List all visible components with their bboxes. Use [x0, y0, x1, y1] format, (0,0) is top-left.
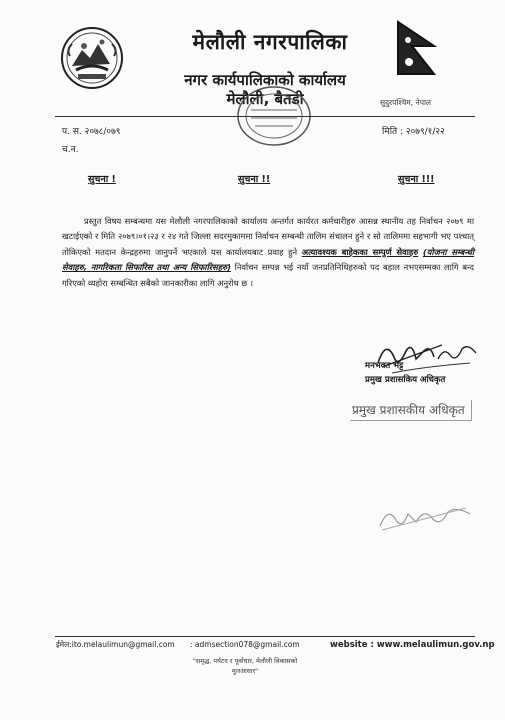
- notice-heading-3: सुचना !!!: [398, 174, 435, 185]
- footer-divider: [55, 636, 475, 637]
- signatory-title: प्रमुख प्रशासकिय अधिकृत: [365, 375, 446, 385]
- notice-heading-1: सुचना !: [88, 174, 116, 185]
- dispatch-number: च.न.: [62, 145, 79, 155]
- footer-email-1[interactable]: ईमेल:ito.melaulimun@gmail.com: [56, 640, 175, 649]
- office-name: नगर कार्यपालिकाको कार्यालय: [184, 71, 346, 89]
- letter-date: मिति : २०७९/१/२२: [382, 127, 445, 137]
- nepal-emblem-icon: [60, 26, 124, 90]
- footer-slogan: "समृद्ध, पर्यटन र पूर्वाधार, मेलौली विकासको मुलआधार": [192, 657, 298, 675]
- body-italic-underlined-text: (योजना सम्बन्धी सेवाहरु, नागरिकता सिफारिस तथा अन्य सिफारिसहरु): [62, 246, 474, 273]
- body-underlined-text: अत्यावश्यक बाहेकका सम्पुर्ण सेवाहरु: [301, 246, 419, 257]
- body-text-part1: प्रस्तुत विषय सम्बन्धमा यस मेलौली नगरपालिकाको कार्यालय अन्तर्गत कार्यरत कर्मचारीहरु आसन्न स्थानीय तह निर्वाचन २०७९ मा खटाईएको र मिति २०७९।०१।२३ र २४ गते जिल्ला सदरमुकाममा निर्वाचन सम्बन्धी तालिम संचालन हुने र सो तालिममा सहभागी भए पश्चात् तोकिएको मतदान केन्द्रहरुमा जानुपर्ने भएकाले यस कार्यालयबाट प्रवाह हुने: [62, 216, 474, 257]
- signatory-name: मनभक्त भट्ट: [365, 361, 404, 371]
- footer-website[interactable]: website : www.melaulimun.gov.np: [330, 640, 495, 650]
- municipality-name: मेलौली नगरपालिका: [192, 30, 348, 54]
- office-location: मेलौली, बैतडी: [226, 90, 304, 108]
- designation-stamp: प्रमुख प्रशासकीय अधिकृत: [350, 400, 472, 421]
- footer-email-2[interactable]: : admsection078@gmail.com: [190, 640, 300, 649]
- faint-signature: [376, 500, 476, 536]
- header-divider: [55, 116, 475, 117]
- reference-number: प. स. २०७८/०७९: [62, 127, 121, 137]
- body-text-part2: निर्वाचन सम्पन्न भई नयाँ जनप्रतिनिधिहरुको पद बहाल नभएसम्मका लागि बन्द गरिएको व्यहोरा सम्बन्धित सबैको जानकारीका लागि अनुरोध छ ।: [62, 262, 475, 288]
- nepal-flag-icon: [396, 20, 438, 78]
- notice-body: [62, 214, 474, 291]
- notice-heading-2: सुचना !!: [238, 174, 271, 185]
- region-label: सुदुरपश्चिम, नेपाल: [380, 98, 431, 107]
